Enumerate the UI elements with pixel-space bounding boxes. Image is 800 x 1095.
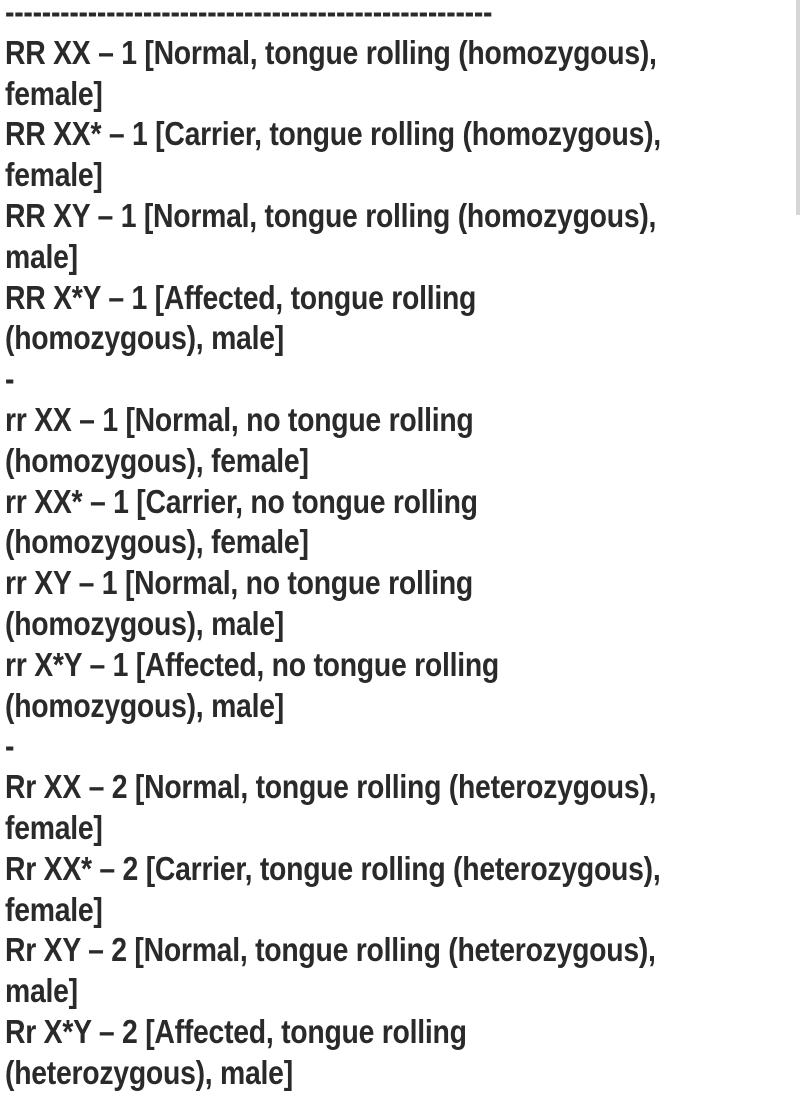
text-line: (heterozygous), male] (5, 1053, 293, 1091)
text-line: RR XY – 1 [Normal, tongue rolling (homozygous), (5, 196, 657, 234)
text-line: female] (5, 890, 103, 928)
text-line: Rr XX – 2 [Normal, tongue rolling (heterozygous), (5, 768, 657, 806)
text-line: (homozygous), male] (5, 319, 284, 357)
group-divider: - (5, 360, 15, 398)
text-line: (homozygous), male] (5, 686, 284, 724)
text-line: male] (5, 237, 78, 275)
text-line: (homozygous), male] (5, 604, 284, 642)
text-line: rr XX* – 1 [Carrier, no tongue rolling (5, 482, 478, 520)
document-text (5, 0, 785, 1094)
text-line: RR XX* – 1 [Carrier, tongue rolling (homozygous), (5, 115, 661, 153)
text-line: Rr X*Y – 2 [Affected, tongue rolling (5, 1012, 467, 1050)
text-line: female] (5, 74, 103, 112)
separator-line: ----------------------------------------------------- (5, 0, 493, 30)
text-line: male] (5, 972, 78, 1010)
text-line: rr XY – 1 [Normal, no tongue rolling (5, 564, 473, 602)
text-line: (homozygous), female] (5, 523, 309, 561)
text-line: (homozygous), female] (5, 441, 309, 479)
text-line: female] (5, 808, 103, 846)
scrollbar[interactable] (796, 0, 800, 215)
text-line: RR XX – 1 [Normal, tongue rolling (homozygous), (5, 33, 657, 71)
text-line: female] (5, 156, 103, 194)
text-line: Rr XY – 2 [Normal, tongue rolling (heterozygous), (5, 931, 656, 969)
text-line: rr XX – 1 [Normal, no tongue rolling (5, 400, 474, 438)
text-line: Rr XX* – 2 [Carrier, tongue rolling (heterozygous), (5, 849, 661, 887)
text-line: RR X*Y – 1 [Affected, tongue rolling (5, 278, 477, 316)
group-divider: - (5, 727, 15, 765)
text-line: rr X*Y – 1 [Affected, no tongue rolling (5, 645, 500, 683)
